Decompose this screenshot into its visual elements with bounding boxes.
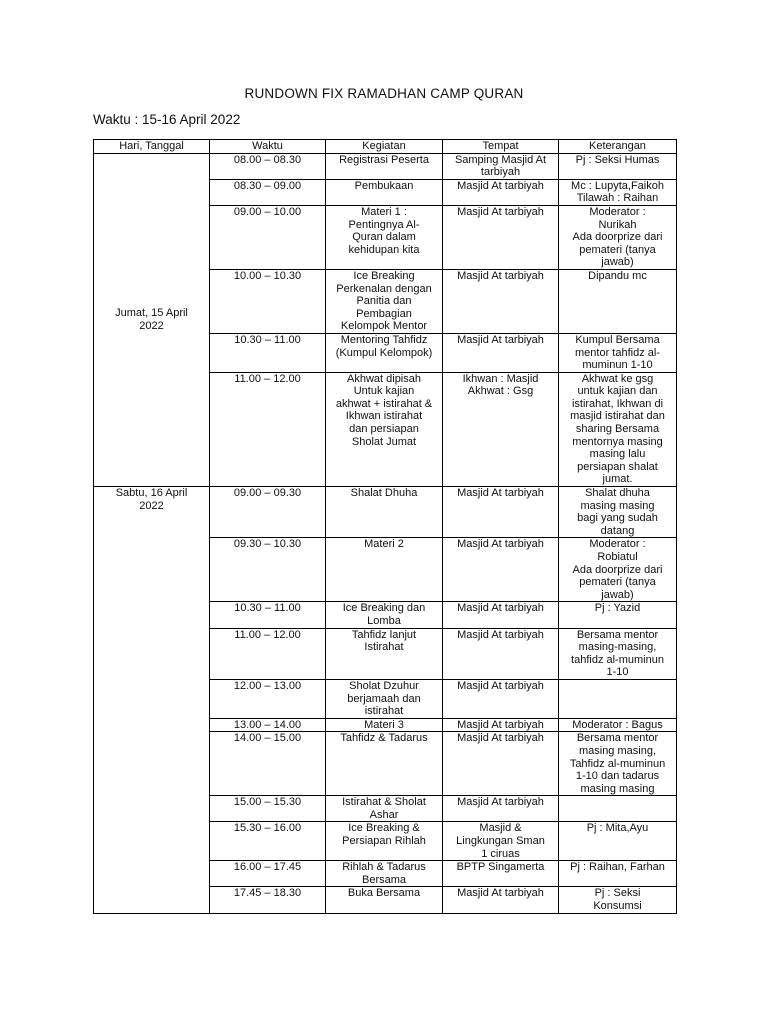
kegiatan-cell: [326, 269, 443, 333]
tempat-text: Masjid At tarbiyah: [457, 487, 544, 500]
tempat-cell: [443, 333, 559, 372]
kegiatan-text: Ice Breaking dan Lomba: [342, 602, 426, 627]
keterangan-text: Pj : Seksi Humas: [575, 153, 660, 166]
kegiatan-text: Registrasi Peserta: [339, 153, 429, 166]
keterangan-text: Pj : Mita,Ayu: [586, 822, 649, 835]
tempat-cell: [443, 718, 559, 732]
tempat-cell: [443, 602, 559, 628]
keterangan-text: Dipandu mc: [588, 269, 647, 282]
kegiatan-cell: [326, 602, 443, 628]
header-kegiatan: Kegiatan: [326, 140, 443, 154]
keterangan-text: Shalat dhuha masing masing bagi yang sudah datang: [577, 487, 658, 537]
tempat-cell: [443, 269, 559, 333]
waktu-text: 17.45 – 18.30: [233, 887, 302, 900]
waktu-cell: [210, 822, 326, 861]
waktu-text: 14.00 – 15.00: [233, 732, 302, 745]
tempat-cell: [443, 861, 559, 887]
table-body: [94, 153, 677, 913]
table-header-row: [94, 140, 677, 154]
keterangan-text: Akhwat ke gsg untuk kajian dan istirahat, Ikhwan di masjid istirahat dan sharing Bersama mentornya masing masing lalu persiapan shalat jumat.: [570, 372, 665, 486]
waktu-text: 10.30 – 11.00: [234, 602, 301, 615]
kegiatan-text: Tahfidz & Tadarus: [340, 732, 428, 745]
keterangan-text: Kumpul Bersama mentor tahfidz al- muminun 1-10: [575, 333, 660, 372]
header-hari-tanggal: Hari, Tanggal: [94, 140, 210, 154]
waktu-cell: [210, 732, 326, 796]
kegiatan-cell: [326, 153, 443, 179]
event-date-line: Waktu : 15-16 April 2022: [93, 112, 241, 127]
waktu-cell: [210, 153, 326, 179]
kegiatan-text: Pembukaan: [354, 179, 414, 192]
waktu-text: 09.00 – 10.00: [233, 205, 302, 218]
keterangan-cell: [559, 269, 677, 333]
keterangan-cell: [559, 538, 677, 602]
waktu-text: 08.00 – 08.30: [233, 153, 302, 166]
keterangan-cell: [559, 628, 677, 679]
tempat-cell: [443, 887, 559, 913]
kegiatan-text: Istirahat & Sholat Ashar: [342, 796, 426, 821]
kegiatan-cell: [326, 718, 443, 732]
tempat-text: Masjid At tarbiyah: [457, 538, 544, 551]
kegiatan-cell: [326, 732, 443, 796]
tempat-text: Masjid At tarbiyah: [457, 679, 544, 692]
tempat-text: Masjid At tarbiyah: [457, 602, 544, 615]
waktu-cell: [210, 487, 326, 538]
kegiatan-cell: [326, 887, 443, 913]
tempat-text: Masjid At tarbiyah: [457, 205, 544, 218]
kegiatan-text: Ice Breaking Perkenalan dengan Panitia dan Pembagian Kelompok Mentor: [336, 269, 432, 333]
tempat-cell: [443, 822, 559, 861]
tempat-cell: [443, 679, 559, 718]
tempat-cell: [443, 372, 559, 486]
tempat-text: Masjid At tarbiyah: [457, 732, 544, 745]
kegiatan-cell: [326, 487, 443, 538]
keterangan-cell: [559, 679, 677, 718]
kegiatan-text: Shalat Dhuha: [350, 487, 418, 500]
document-title: RUNDOWN FIX RAMADHAN CAMP QURAN: [244, 86, 524, 101]
tempat-cell: [443, 487, 559, 538]
tempat-text: Masjid At tarbiyah: [457, 887, 544, 900]
waktu-text: 12.00 – 13.00: [233, 679, 302, 692]
kegiatan-text: Materi 1 : Pentingnya Al- Quran dalam kehidupan kita: [348, 205, 420, 256]
keterangan-cell: [559, 333, 677, 372]
keterangan-cell: [559, 602, 677, 628]
tempat-cell: [443, 538, 559, 602]
kegiatan-text: Ice Breaking & Persiapan Rihlah: [342, 822, 426, 848]
tempat-cell: [443, 732, 559, 796]
kegiatan-text: Akhwat dipisah Untuk kajian akhwat + istirahat & Ikhwan istirahat dan persiapan Sholat Jumat: [335, 372, 433, 448]
waktu-text: 15.30 – 16.00: [233, 822, 302, 835]
tempat-text: Masjid At tarbiyah: [457, 628, 544, 641]
kegiatan-cell: [326, 333, 443, 372]
keterangan-cell: [559, 718, 677, 732]
header-keterangan: Keterangan: [559, 140, 677, 154]
keterangan-text: Moderator : Robiatul Ada doorprize dari pemateri (tanya jawab): [572, 538, 663, 601]
rundown-table: [93, 139, 677, 914]
keterangan-text: Mc : Lupyta,Faikoh Tilawah : Raihan: [571, 179, 664, 205]
table-row: [94, 153, 677, 179]
waktu-cell: [210, 269, 326, 333]
waktu-cell: [210, 718, 326, 732]
tempat-cell: [443, 205, 559, 269]
kegiatan-cell: [326, 179, 443, 205]
waktu-text: 16.00 – 17.45: [233, 861, 302, 874]
keterangan-cell: [559, 732, 677, 796]
tempat-cell: [443, 179, 559, 205]
kegiatan-text: Mentoring Tahfidz (Kumpul Kelompok): [335, 333, 433, 359]
waktu-text: 13.00 – 14.00: [233, 718, 302, 731]
keterangan-cell: [559, 153, 677, 179]
keterangan-text: Pj : Seksi Konsumsi: [593, 887, 642, 913]
kegiatan-text: Rihlah & Tadarus Bersama: [342, 861, 426, 886]
kegiatan-cell: [326, 796, 443, 822]
waktu-text: 09.00 – 09.30: [233, 487, 302, 500]
header-tempat: Tempat: [443, 140, 559, 154]
waktu-cell: [210, 861, 326, 887]
tempat-text: Samping Masjid At tarbiyah: [454, 153, 547, 179]
keterangan-text: Pj : Raihan, Farhan: [570, 861, 665, 874]
keterangan-cell: [559, 205, 677, 269]
keterangan-cell: [559, 796, 677, 822]
waktu-text: 08.30 – 09.00: [233, 179, 302, 192]
tempat-text: Masjid At tarbiyah: [457, 269, 544, 282]
kegiatan-text: Tahfidz lanjut Istirahat: [351, 628, 417, 654]
kegiatan-cell: [326, 861, 443, 887]
waktu-text: 09.30 – 10.30: [233, 538, 302, 551]
keterangan-cell: [559, 372, 677, 486]
tempat-text: Masjid At tarbiyah: [457, 333, 544, 346]
keterangan-cell: [559, 822, 677, 861]
waktu-cell: [210, 333, 326, 372]
keterangan-text: Moderator : Nurikah Ada doorprize dari pemateri (tanya jawab): [572, 205, 663, 269]
kegiatan-text: Sholat Dzuhur berjamaah dan istirahat: [347, 679, 421, 718]
kegiatan-text: Materi 2: [364, 538, 404, 551]
waktu-text: 10.00 – 10.30: [233, 269, 302, 282]
keterangan-cell: [559, 179, 677, 205]
waktu-cell: [210, 679, 326, 718]
waktu-cell: [210, 602, 326, 628]
kegiatan-cell: [326, 822, 443, 861]
day-cell: [94, 153, 210, 486]
tempat-text: Masjid At tarbiyah: [457, 179, 544, 192]
tempat-text: Masjid At tarbiyah: [457, 718, 544, 731]
kegiatan-text: Buka Bersama: [347, 887, 421, 900]
tempat-cell: [443, 153, 559, 179]
keterangan-cell: [559, 887, 677, 913]
keterangan-text: Bersama mentor masing-masing, tahfidz al-muminun 1-10: [571, 628, 664, 679]
day-label: Jumat, 15 April 2022: [115, 307, 188, 332]
kegiatan-cell: [326, 628, 443, 679]
header-waktu: Waktu: [210, 140, 326, 154]
tempat-text: Masjid & Lingkungan Sman 1 ciruas: [456, 822, 545, 860]
waktu-text: 10.30 – 11.00: [234, 333, 301, 346]
waktu-cell: [210, 796, 326, 822]
tempat-cell: [443, 628, 559, 679]
kegiatan-text: Materi 3: [364, 718, 404, 731]
keterangan-text: Pj : Yazid: [594, 602, 641, 615]
day-label: Sabtu, 16 April 2022: [115, 487, 188, 512]
tempat-text: Ikhwan : Masjid Akhwat : Gsg: [462, 372, 539, 398]
waktu-cell: [210, 628, 326, 679]
kegiatan-cell: [326, 205, 443, 269]
tempat-text: BPTP Singamerta: [456, 861, 545, 874]
tempat-text: Masjid At tarbiyah: [457, 796, 544, 809]
waktu-cell: [210, 372, 326, 486]
waktu-cell: [210, 887, 326, 913]
waktu-cell: [210, 179, 326, 205]
waktu-cell: [210, 205, 326, 269]
tempat-cell: [443, 796, 559, 822]
keterangan-text: Moderator : Bagus: [572, 718, 663, 731]
table-row: [94, 487, 677, 538]
kegiatan-cell: [326, 679, 443, 718]
kegiatan-cell: [326, 372, 443, 486]
waktu-cell: [210, 538, 326, 602]
waktu-text: 15.00 – 15.30: [233, 796, 302, 809]
keterangan-text: Bersama mentor masing masing, Tahfidz al-muminun 1-10 dan tadarus masing masing: [569, 732, 666, 795]
kegiatan-cell: [326, 538, 443, 602]
waktu-text: 11.00 – 12.00: [234, 372, 301, 385]
waktu-text: 11.00 – 12.00: [234, 628, 301, 641]
day-cell: [94, 487, 210, 914]
keterangan-cell: [559, 487, 677, 538]
keterangan-cell: [559, 861, 677, 887]
